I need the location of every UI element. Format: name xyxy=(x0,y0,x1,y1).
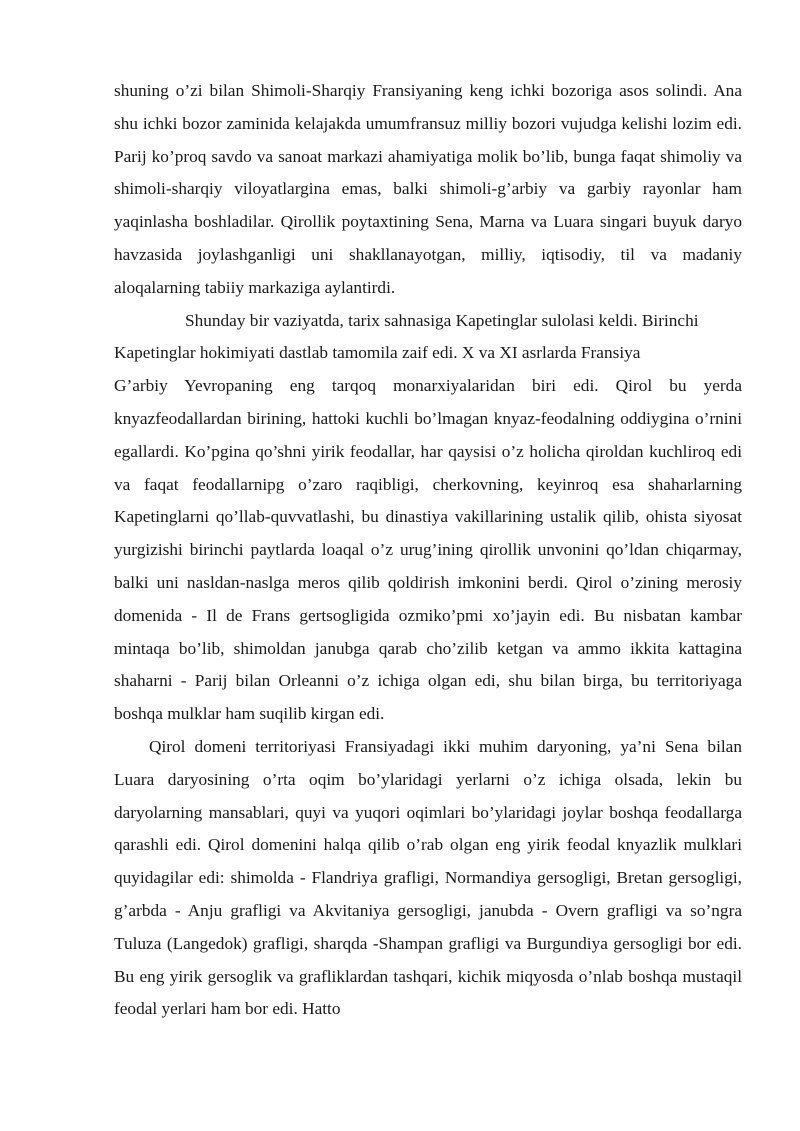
paragraph-1: shuning o’zi bilan Shimoli-Sharqiy Fransiyaning keng ichki bozoriga asos solindi. Ana shu ichki bozor zaminida kelajakda umumfransuz milliy bozori vujudga kelishi lozim edi. Parij ko’proq savdo va sanoat markazi ahamiyatiga molik bo’lib, bunga faqat shimoliy va shimoli-sharqiy viloyatlargina emas, balki shimoli-g’arbiy va garbiy rayonlar ham yaqinlasha boshladilar. Qirollik poytaxtining Sena, Marna va Luara singari buyuk daryo havzasida joylashganligi uni shakllanayotgan, milliy, iqtisodiy, til va madaniy aloqalarning tabiiy markaziga aylantirdi. xyxy=(114,81,742,297)
paragraph-4: Qirol domeni territoriyasi Fransiyadagi ikki muhim daryoning, ya’ni Sena bilan Luara daryosining o’rta oqim bo’ylaridagi yerlarni o’z ichiga olsada, lekin bu daryolarning mansablari, quyi va yuqori oqimlari bo’ylaridagi joylar boshqa feodallarga qarashli edi. Qirol domenini halqa qilib o’rab olgan eng yirik feodal knyazlik mulklari quyidagilar edi: shimolda - Flandriya grafligi, Normandiya gersogligi, Bretan gersogligi, g’arbda - Anju grafligi va Akvitaniya gersogligi, janubda - Overn grafligi va so’ngra Tuluza (Langedok) grafligi, sharqda -Shampan grafligi va Burgundiya gersogligi bor edi. Bu eng yirik gersoglik va grafliklardan tashqari, kichik miqyosda o’nlab boshqa mustaqil feodal yerlari ham bor edi. Hatto xyxy=(114,736,742,1019)
document-page xyxy=(114,75,742,1026)
paragraph-3: G’arbiy Yevropaning eng tarqoq monarxiyalaridan biri edi. Qirol bu yerda knyazfeodallardan birining, hattoki kuchli bo’lmagan knyaz-feodalning oddiygina o’rnini egallardi. Ko’pgina qo’shni yirik feodallar, har qaysisi o’z holicha qiroldan kuchliroq edi va faqat feodallarnipg o’zaro raqibligi, cherkovning, keyinroq esa shaharlarning Kapetinglarni qo’llab-quvvatlashi, bu dinastiya vakillarining ustalik qilib, ohista siyosat yurgizishi birinchi paytlarda loaqal o’z urug’ining qirollik unvonini qo’ldan chiqarmay, balki uni nasldan-naslga meros qilib qoldirish imkonini berdi. Qirol o’zining merosiy domenida - Il de Frans gertsogligida ozmiko’pmi xo’jayin edi. Bu nisbatan kambar mintaqa bo’lib, shimoldan janubga qarab cho’zilib ketgan va ammo ikkita kattagina shaharni - Parij bilan Orleanni o’z ichiga olgan edi, shu bilan birga, bu territoriyaga boshqa mulklar ham suqilib kirgan edi. xyxy=(114,376,742,724)
paragraph-2: Shunday bir vaziyatda, tarix sahnasiga Kapetinglar sulolasi keldi. Birinchi Kapetinglar hokimiyati dastlab tamomila zaif edi. X va XI asrlarda Fransiya xyxy=(114,310,699,363)
